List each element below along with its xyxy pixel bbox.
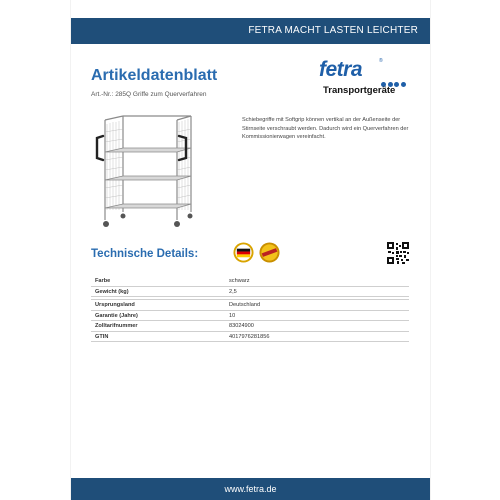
spec-key: Farbe [95,278,111,284]
header-slogan: FETRA MACHT LASTEN LEICHTER [248,25,418,36]
footer-url-link[interactable]: www.fetra.de [224,484,277,494]
spec-value: 83024900 [229,323,254,329]
warranty-badge-icon [259,242,280,263]
logo-word: fetra [319,58,363,81]
technical-details-heading: Technische Details: [91,248,199,260]
table-row [91,311,409,322]
product-description: Schiebegriffe mit Softgrip können vertikal an der Außenseite der Stirnseite verschraubt werden. Dadurch wird ein Querverfahren der Kommissionierwagen vereinfacht. [242,117,409,140]
spec-value: schwarz [229,278,250,284]
table-row [91,276,409,287]
spec-key: Zolltarifnummer [95,323,138,329]
spec-key: Garantie (Jahre) [95,312,138,319]
spec-key: Gewicht (kg) [95,288,129,295]
spec-value: Deutschland [229,302,261,308]
fetra-logo [319,58,411,98]
spec-key: GTIN [95,333,109,340]
spec-key: Ursprungsland [95,302,135,308]
qr-code-icon [387,242,409,264]
spec-value: 2,5 [229,288,237,295]
table-row [91,287,409,298]
spec-value: 4017976281856 [229,333,270,340]
product-image [93,112,193,232]
table-row [91,332,409,343]
spec-value: 10 [229,312,236,319]
article-number: Art.-Nr.: 285Q Griffe zum Querverfahren [91,91,207,98]
table-row [91,299,409,311]
page-title: Artikeldatenblatt [91,67,218,84]
logo-tagline: Transportgeräte [323,85,396,96]
table-row [91,321,409,332]
specs-table [91,276,409,342]
made-in-germany-badge-icon [233,242,254,263]
header-bar [71,18,430,44]
logo-registered: ® [379,58,383,64]
footer-bar [71,478,430,500]
datasheet-page [71,0,430,500]
